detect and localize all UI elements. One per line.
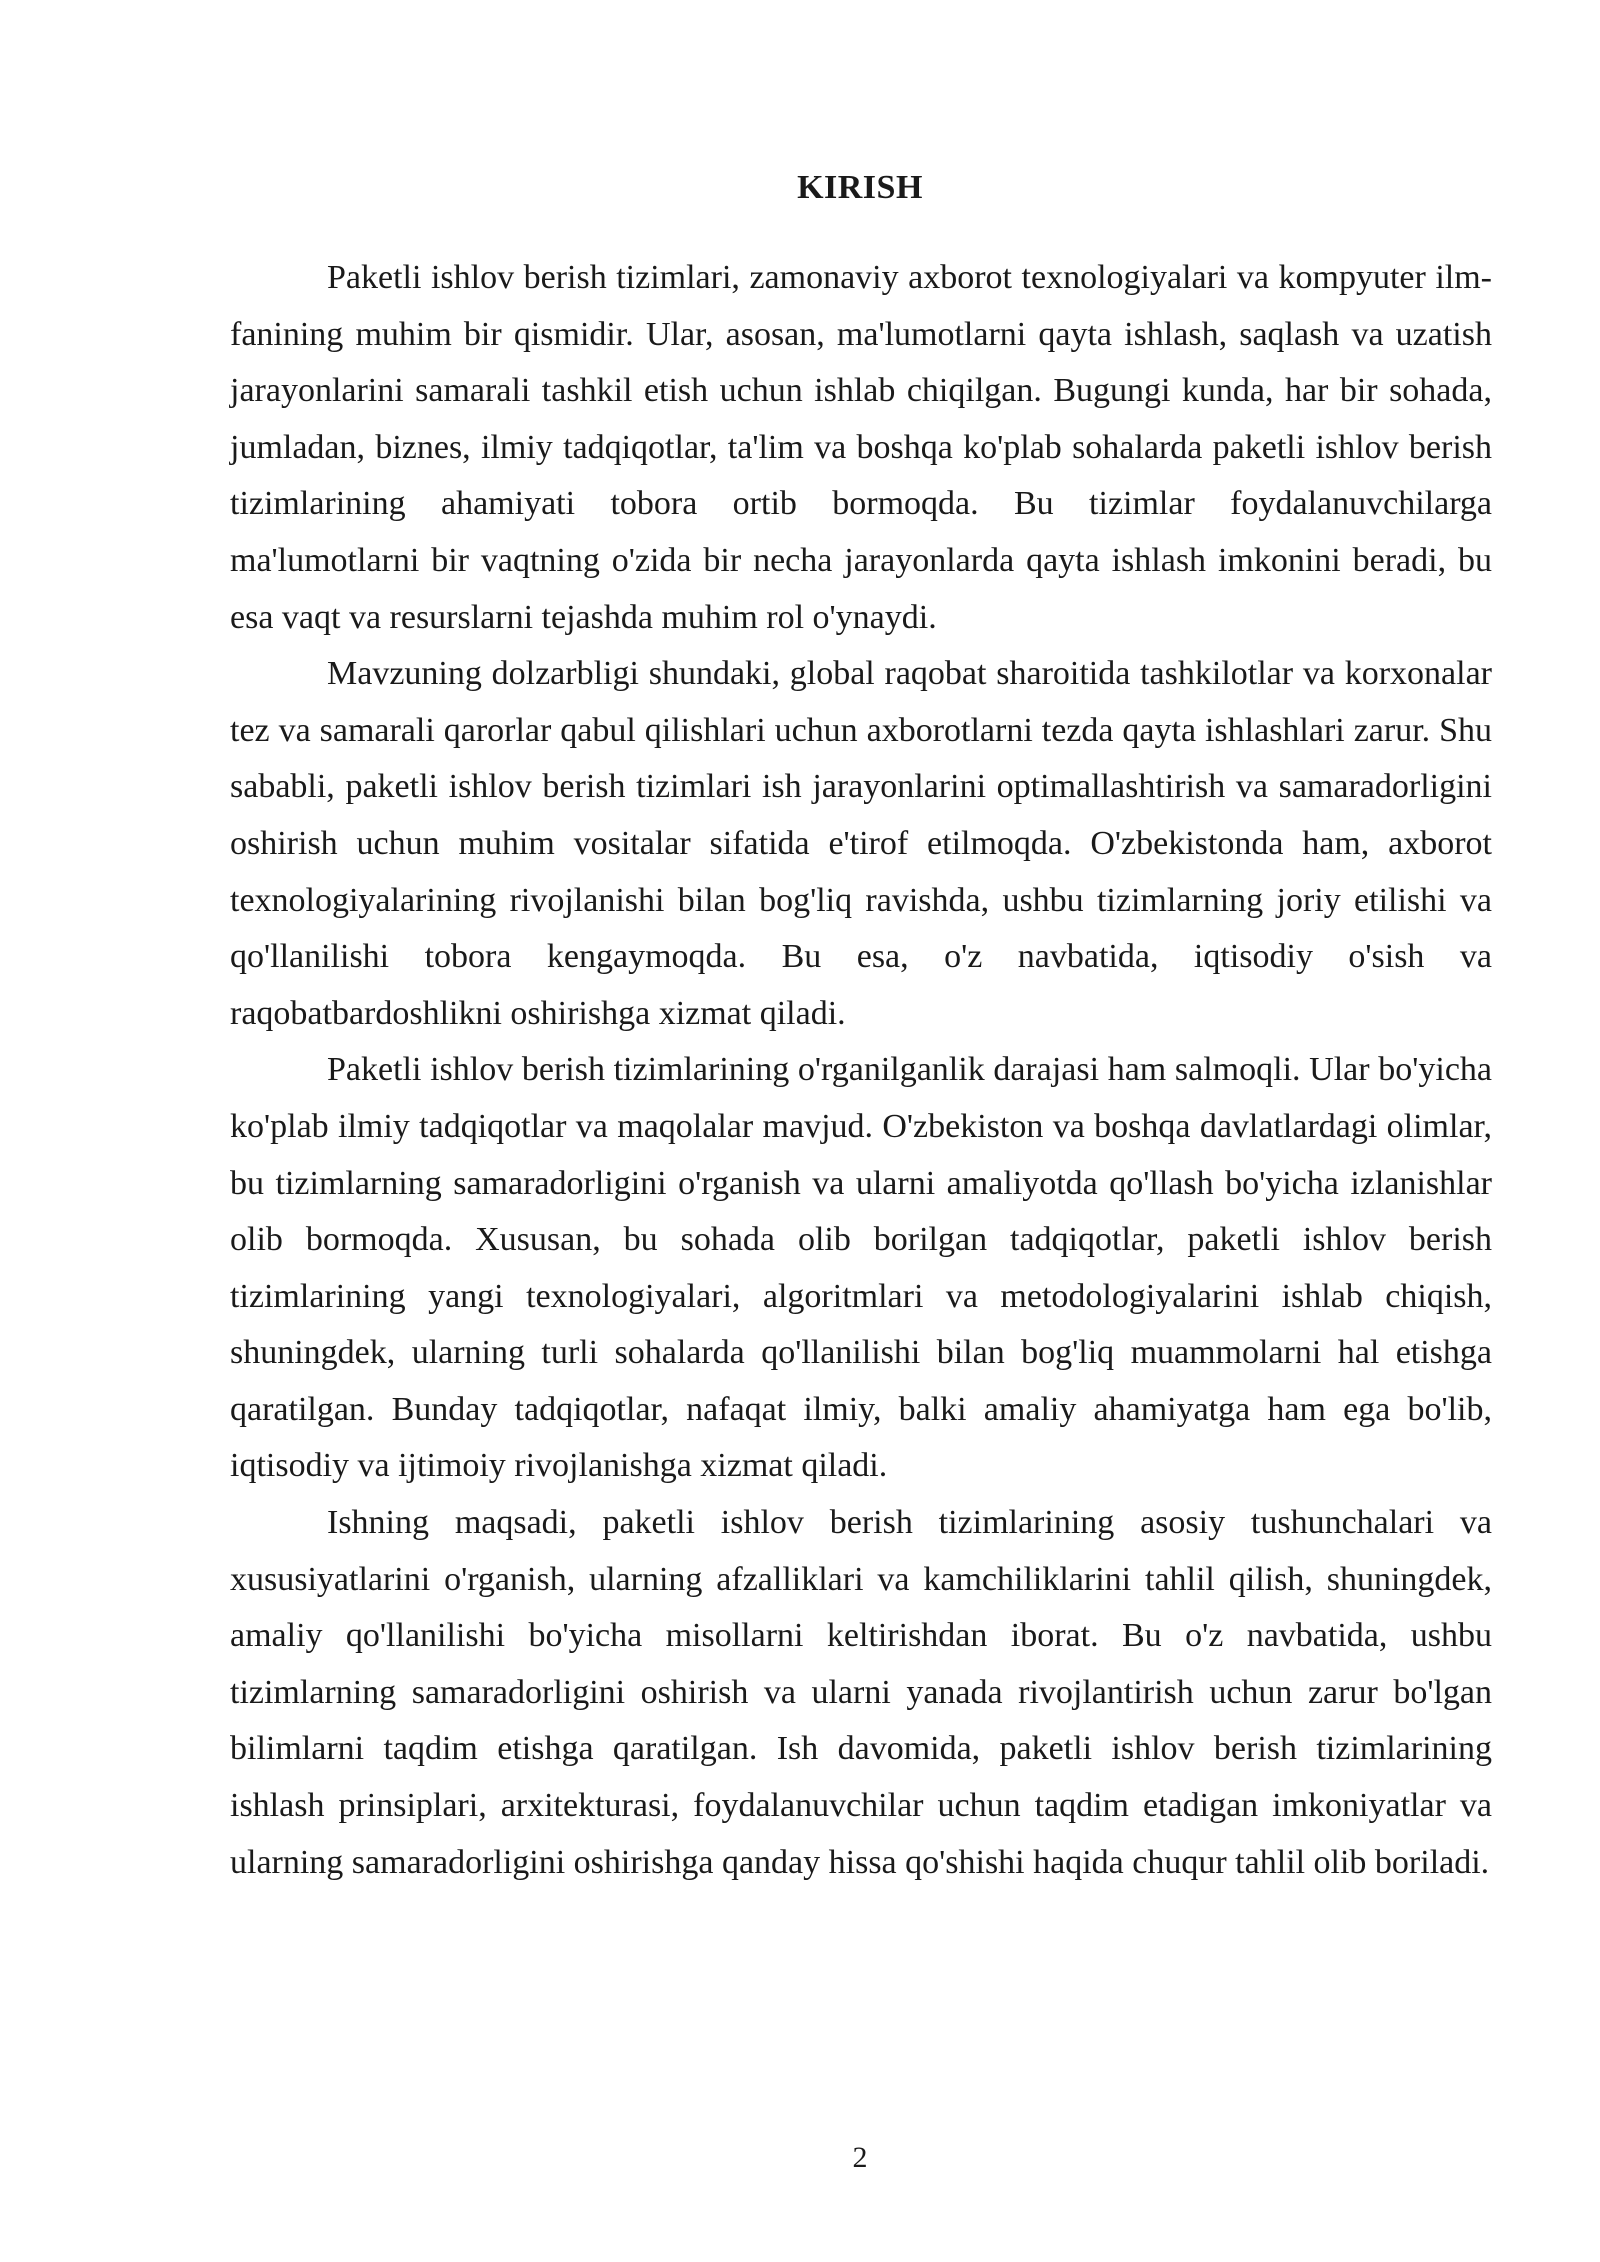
paragraph-3: Paketli ishlov berish tizimlarining o'rganilganlik darajasi ham salmoqli. Ular bo'yicha ko'plab ilmiy tadqiqotlar va maqolalar mavjud. O'zbekiston va boshqa davlatlardagi olimlar, bu tizimlarning samaradorligini o'rganish va ularni amaliyotda qo'llash bo'yicha izlanishlar olib bormoqda. Xususan, bu sohada olib borilgan tadqiqotlar, paketli ishlov berish tizimlarining yangi texnologiyalari, algoritmlari va metodologiyalarini ishlab chiqish, shuningdek, ularning turli sohalarda qo'llanilishi bilan bog'liq muammolarni hal etishga qaratilgan. Bunday tadqiqotlar, nafaqat ilmiy, balki amaliy ahamiyatga ham ega bo'lib, iqtisodiy va ijtimoiy rivojlanishga xizmat qiladi. — [230, 1051, 1492, 1485]
paragraph-1: Paketli ishlov berish tizimlari, zamonaviy axborot texnologiyalari va kompyuter ilm-fanining muhim bir qismidir. Ular, asosan, ma'lumotlarni qayta ishlash, saqlash va uzatish jarayonlarini samarali tashkil etish uchun ishlab chiqilgan. Bugungi kunda, har bir sohada, jumladan, biznes, ilmiy tadqiqotlar, ta'lim va boshqa ko'plab sohalarda paketli ishlov berish tizimlarining ahamiyati tobora ortib bormoqda. Bu tizimlar foydalanuvchilarga ma'lumotlarni bir vaqtning o'zida bir necha jarayonlarda qayta ishlash imkonini beradi, bu esa vaqt va resurslarni tejashda muhim rol o'ynaydi. — [230, 259, 1492, 636]
paragraph-4: Ishning maqsadi, paketli ishlov berish tizimlarining asosiy tushunchalari va xususiyatlarini o'rganish, ularning afzalliklari va kamchiliklarini tahlil qilish, shuningdek, amaliy qo'llanilishi bo'yicha misollarni keltirishdan iborat. Bu o'z navbatida, ushbu tizimlarning samaradorligini oshirish va ularni yanada rivojlantirish uchun zarur bo'lgan bilimlarni taqdim etishga qaratilgan. Ish davomida, paketli ishlov berish tizimlarining ishlash prinsiplari, arxitekturasi, foydalanuvchilar uchun taqdim etadigan imkoniyatlar va ularning samaradorligini oshirishga qanday hissa qo'shishi haqida chuqur tahlil olib boriladi. — [230, 1504, 1492, 1881]
page-number: 2 — [852, 2141, 868, 2174]
body-text — [230, 250, 1492, 1891]
section-title: KIRISH — [797, 169, 923, 206]
paragraph-2: Mavzuning dolzarbligi shundaki, global raqobat sharoitida tashkilotlar va korxonalar tez va samarali qarorlar qabul qilishlari uchun axborotlarni tezda qayta ishlashlari zarur. Shu sababli, paketli ishlov berish tizimlari ish jarayonlarini optimallashtirish va samaradorligini oshirish uchun muhim vositalar sifatida e'tirof etilmoqda. O'zbekistonda ham, axborot texnologiyalarining rivojlanishi bilan bog'liq ravishda, ushbu tizimlarning joriy etilishi va qo'llanilishi tobora kengaymoqda. Bu esa, o'z navbatida, iqtisodiy o'sish va raqobatbardoshlikni oshirishga xizmat qiladi. — [230, 655, 1492, 1032]
